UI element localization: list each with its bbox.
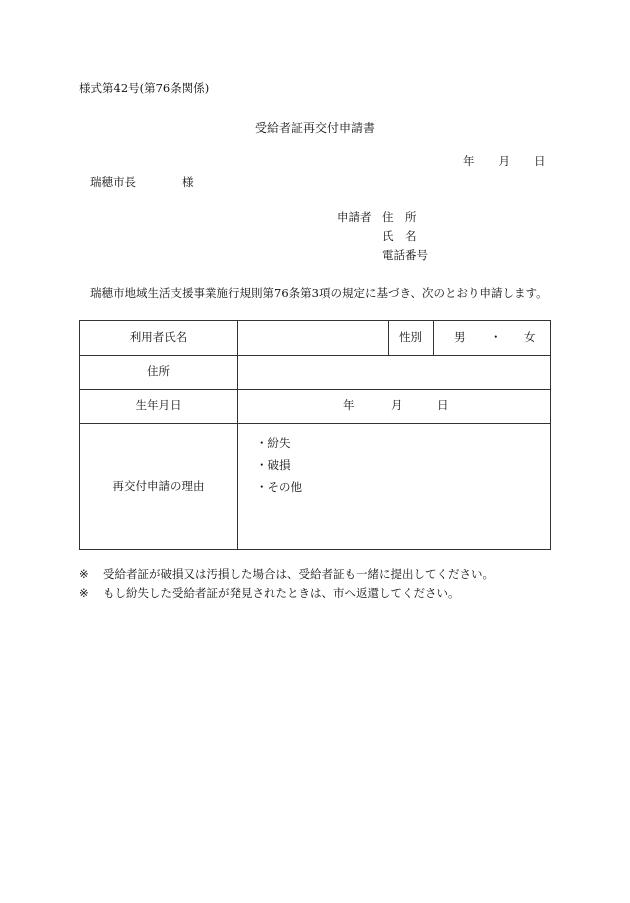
birth-day-label: 日 bbox=[437, 398, 449, 412]
date-year-label: 年 bbox=[463, 154, 475, 168]
applicant-phone-label: 電話番号 bbox=[382, 248, 428, 262]
reason-label: 再交付申請の理由 bbox=[112, 479, 205, 493]
address-field[interactable] bbox=[238, 355, 551, 389]
addressee-honorific: 様 bbox=[182, 175, 194, 189]
date-day-label: 日 bbox=[534, 154, 546, 168]
table-row-divider bbox=[80, 423, 550, 424]
document-title: 受給者証再交付申請書 bbox=[254, 121, 375, 135]
gender-female-option[interactable]: 女 bbox=[524, 330, 536, 344]
form-number: 様式第42号(第76条関係) bbox=[79, 81, 210, 95]
reason-damaged-option[interactable]: ・破損 bbox=[256, 458, 291, 472]
application-statement: 瑞穂市地域生活支援事業施行規則第76条第3項の規定に基づき、次のとおり申請します。 bbox=[90, 286, 548, 300]
address-label: 住所 bbox=[147, 364, 170, 378]
application-date bbox=[463, 156, 546, 168]
note-item bbox=[79, 588, 460, 600]
gender-label: 性別 bbox=[399, 330, 422, 344]
gender-separator: ・ bbox=[490, 330, 502, 344]
note-text: 受給者証が破損又は汚損した場合は、受給者証も一緒に提出してください。 bbox=[103, 567, 494, 581]
birth-month-label: 月 bbox=[391, 398, 403, 412]
note-mark: ※ bbox=[79, 567, 89, 581]
gender-male-option[interactable]: 男 bbox=[454, 330, 466, 344]
user-name-field[interactable] bbox=[238, 321, 388, 355]
applicant-address-label: 住 所 bbox=[382, 210, 417, 224]
applicant-label: 申請者 bbox=[337, 210, 372, 224]
table-column-divider bbox=[433, 321, 434, 355]
birthdate-label: 生年月日 bbox=[135, 398, 182, 412]
note-text: もし紛失した受給者証が発見されたときは、市へ返還してください。 bbox=[103, 586, 460, 600]
birth-year-label: 年 bbox=[343, 398, 355, 412]
application-table bbox=[79, 320, 551, 550]
note-item bbox=[79, 569, 494, 581]
table-row-divider bbox=[80, 389, 550, 390]
applicant-name-label: 氏 名 bbox=[382, 229, 417, 243]
addressee bbox=[90, 177, 194, 189]
note-mark: ※ bbox=[79, 586, 89, 600]
date-month-label: 月 bbox=[498, 154, 510, 168]
reason-lost-option[interactable]: ・紛失 bbox=[256, 436, 291, 450]
reason-other-option[interactable]: ・その他 bbox=[256, 480, 302, 494]
addressee-name: 瑞穂市長 bbox=[90, 175, 136, 189]
user-name-label: 利用者氏名 bbox=[129, 330, 188, 344]
